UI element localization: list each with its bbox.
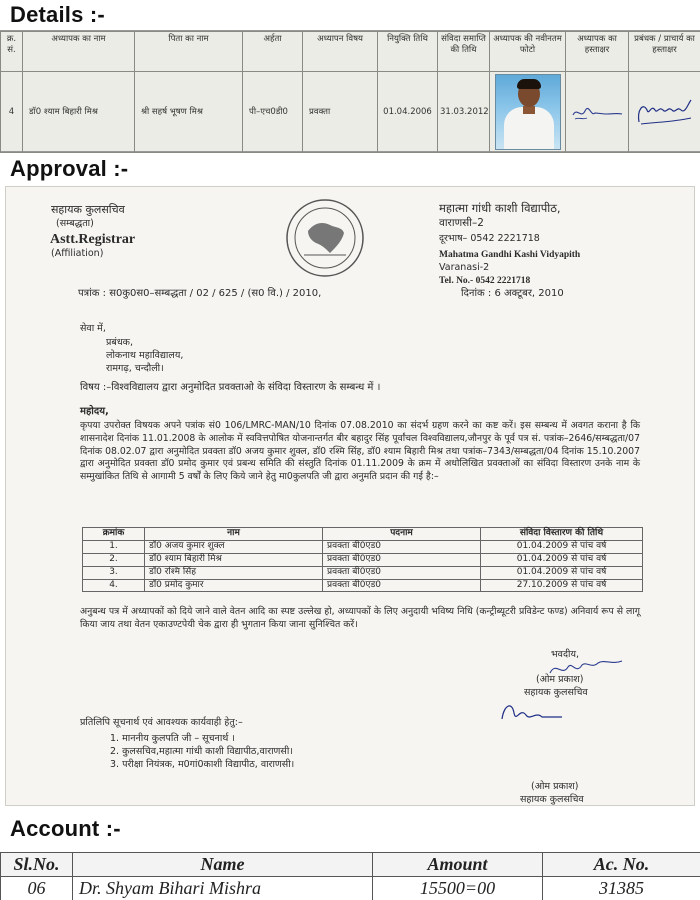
teacher-name: डॉ0 प्रमोद कुमार bbox=[145, 579, 323, 592]
letter-salutation: महोदय, bbox=[80, 406, 109, 417]
account-sno: 06 bbox=[1, 877, 73, 900]
col-sno: क्र. सं. bbox=[1, 32, 23, 72]
account-heading: Account :- bbox=[10, 816, 121, 841]
teacher-sno: 2. bbox=[83, 553, 145, 566]
teacher-date: 27.10.2009 से पांच वर्ष bbox=[481, 579, 643, 592]
letterhead-sub-en: (Affiliation) bbox=[51, 248, 104, 259]
table-row bbox=[83, 579, 643, 592]
letter-para-2: अनुबन्ध पत्र में अध्यापकों को दिये जाने वाले वेतन आदि का स्पष्ट उल्लेख हो, अध्यापकों के लिए अनुदायी भविष्य निधि (कन्ट्रीब्यूटरी प्रविडेन्ट फण्ड) अनिवार्य रूप से लागू किया जाय तथा वेतन एकाउण्टपेयी चेक द्वारा ही भुगतान किया जाना सुनिश्चित करें। bbox=[80, 606, 640, 631]
teachers-header-row bbox=[83, 528, 643, 541]
copy-heading: प्रतिलिपि सूचनार्थ एवं आवश्यक कार्यवाही हेतु:– bbox=[80, 717, 243, 728]
cell-qualification: पी–एच0डी0 bbox=[243, 72, 303, 153]
approval-letter bbox=[5, 186, 695, 806]
details-heading: Details :- bbox=[10, 2, 105, 27]
col-qualification: अर्हता bbox=[243, 32, 303, 72]
teachers-col-sno: क्रमांक bbox=[83, 528, 145, 541]
table-row bbox=[83, 553, 643, 566]
copy-item-2: 2. कुलसचिव,महात्मा गांधी काशी विद्यापीठ,वाराणसी। bbox=[110, 746, 293, 757]
letterhead-title-hi: सहायक कुलसचिव bbox=[51, 203, 125, 216]
col-manager-signature: प्रबंधक / प्राचार्य का हस्ताक्षर bbox=[629, 32, 700, 72]
table-row bbox=[83, 566, 643, 579]
teacher-sno: 4. bbox=[83, 579, 145, 592]
details-table-container bbox=[0, 30, 700, 152]
letterhead-univ-en: Mahatma Gandhi Kashi Vidyapith bbox=[439, 250, 581, 260]
signer-title: सहायक कुलसचिव bbox=[524, 687, 588, 698]
university-seal-icon bbox=[284, 197, 366, 279]
table-row bbox=[83, 540, 643, 553]
teacher-post: प्रवक्ता बी0एड0 bbox=[323, 540, 481, 553]
signer2-name: (ओम प्रकाश) bbox=[531, 781, 579, 792]
col-contract-end: संविदा समाप्ति की तिथि bbox=[438, 32, 490, 72]
teacher-post: प्रवक्ता बी0एड0 bbox=[323, 553, 481, 566]
letter-reference: पत्रांक : स0कु0स0–सम्बद्धता / 02 / 625 / (स0 वि.) / 2010, bbox=[78, 288, 322, 299]
col-teacher-signature: अध्यापक का हस्ताक्षर bbox=[566, 32, 629, 72]
teacher-signature-mark bbox=[569, 97, 625, 127]
letterhead-sub-hi: (सम्बद्धता) bbox=[56, 218, 94, 229]
teacher-date: 01.04.2009 से पांच वर्ष bbox=[481, 540, 643, 553]
teacher-sno: 3. bbox=[83, 566, 145, 579]
account-acno: 31385 bbox=[543, 877, 700, 900]
letterhead-city-en: Varanasi-2 bbox=[439, 262, 490, 273]
cell-appointment-date: 01.04.2006 bbox=[378, 72, 438, 153]
letterhead-phone-hi: दूरभाष– 0542 2221718 bbox=[439, 233, 540, 244]
col-teacher-name: अध्यापक का नाम bbox=[23, 32, 135, 72]
account-amount: 15500=00 bbox=[373, 877, 543, 900]
details-row bbox=[1, 72, 700, 153]
cell-teacher-name: डॉ0 श्याम बिहारी मिश्र bbox=[23, 72, 135, 153]
teachers-col-date: संविदा विस्तारण की तिथि bbox=[481, 528, 643, 541]
col-photo: अध्यापक की नवीनतम फोटो bbox=[490, 32, 566, 72]
teacher-sno: 1. bbox=[83, 540, 145, 553]
signer2-title: सहायक कुलसचिव bbox=[520, 794, 584, 805]
manager-signature-mark bbox=[633, 92, 697, 132]
address-line-4: रामगढ़, चन्दौली। bbox=[106, 363, 164, 374]
teacher-name: डॉ0 श्याम बिहारी मिश्र bbox=[145, 553, 323, 566]
account-col-acno: Ac. No. bbox=[543, 853, 700, 877]
col-subject: अध्यापन विषय bbox=[303, 32, 378, 72]
letterhead-title-en: Astt.Registrar bbox=[50, 232, 136, 247]
cell-photo bbox=[490, 72, 566, 153]
col-father-name: पिता का नाम bbox=[135, 32, 243, 72]
cell-manager-signature bbox=[629, 72, 700, 153]
account-col-amount: Amount bbox=[373, 853, 543, 877]
copy-signature-mark bbox=[496, 697, 566, 731]
account-col-name: Name bbox=[73, 853, 373, 877]
account-header-row bbox=[1, 853, 700, 877]
address-line-1: सेवा में, bbox=[80, 323, 106, 334]
signer-name: (ओम प्रकाश) bbox=[536, 674, 584, 685]
teachers-table bbox=[82, 527, 643, 592]
approval-heading: Approval :- bbox=[10, 156, 129, 181]
letterhead-univ-hi: महात्मा गांधी काशी विद्यापीठ, bbox=[439, 201, 561, 215]
cell-contract-end: 31.03.2012 bbox=[438, 72, 490, 153]
cell-sno: 4 bbox=[1, 72, 23, 153]
teacher-date: 01.04.2009 से पांच वर्ष bbox=[481, 566, 643, 579]
teachers-col-name: नाम bbox=[145, 528, 323, 541]
details-table bbox=[0, 31, 700, 153]
copy-item-1: 1. माननीय कुलपति जी – सूचनार्थ । bbox=[110, 733, 235, 744]
address-line-3: लोकनाथ महाविद्यालय, bbox=[106, 350, 184, 361]
letter-body: कृपया उपरोक्त विषयक अपने पत्रांक सं0 106/LMRC-MAN/10 दिनांक 07.08.2010 का संदर्भ ग्रहण करने का कष्ट करें। इस सम्बन्ध में अवगत कराना है कि शासनादेश दिनांक 11.01.2008 के आलोक में स्ववित्तपोषित योजनान्तर्गत बीर बहादुर सिंह पूर्वांचल विश्वविद्यालय,जौनपुर के पूर्व पत्र सं. पत्रांक–2646/सम्बद्धता/07 दिनांक 08.02.07 द्वारा अनुमोदित प्रवक्ता डॉ0 अजय कुमार शुक्ल, डॉ0 रश्मि सिंह, डॉ0 श्याम बिहारी मिश्र तथा पत्रांक–7343/सम्बद्धता/04 दिनांक 15.10.2007 द्वारा अनुमोदित प्रवक्ता डॉ0 प्रमोद कुमार एवं प्रबन्ध समिति की संस्तुति दिनांक 01.11.2009 के क्रम में अधोलिखित प्रवक्ताओं का संविदा विस्तारण उनके नाम के सम्मुखांकित तिथि से आगामी 5 वर्षों के लिए किये जाने हेतु मा0कुलपति जी द्वारा अनुमति प्रदान की गई है:– bbox=[80, 420, 640, 483]
letter-subject: विषय :–विश्वविद्यालय द्वारा अनुमोदित प्रवक्ताओ के संविदा विस्तारण के सम्बन्ध में । bbox=[80, 382, 381, 393]
account-table bbox=[0, 852, 700, 900]
cell-teacher-signature bbox=[566, 72, 629, 153]
col-appointment-date: नियुक्ति तिथि bbox=[378, 32, 438, 72]
address-line-2: प्रबंधक, bbox=[106, 337, 133, 348]
letter-date: दिनांक : 6 अक्टूबर, 2010 bbox=[461, 288, 564, 299]
details-header-row bbox=[1, 32, 700, 72]
table-row bbox=[1, 877, 700, 900]
teacher-post: प्रवक्ता बी0एड0 bbox=[323, 579, 481, 592]
teacher-name: डॉ0 अजय कुमार शुक्ल bbox=[145, 540, 323, 553]
teacher-post: प्रवक्ता बी0एड0 bbox=[323, 566, 481, 579]
teacher-photo bbox=[495, 74, 561, 150]
letter-closing: भवदीय, bbox=[551, 649, 579, 660]
account-name: Dr. Shyam Bihari Mishra bbox=[73, 877, 373, 900]
teacher-date: 01.04.2009 से पांच वर्ष bbox=[481, 553, 643, 566]
teacher-name: डॉ0 रश्मि सिंह bbox=[145, 566, 323, 579]
cell-subject: प्रवक्ता bbox=[303, 72, 378, 153]
account-col-sno: Sl.No. bbox=[1, 853, 73, 877]
cell-father-name: श्री सहर्ष भूषण मिश्र bbox=[135, 72, 243, 153]
teachers-col-post: पदनाम bbox=[323, 528, 481, 541]
letterhead-phone-en: Tel. No.- 0542 2221718 bbox=[439, 276, 531, 286]
copy-item-3: 3. परीक्षा नियंत्रक, म0गां0काशी विद्यापीठ, वाराणसी। bbox=[110, 759, 295, 770]
letterhead-city-hi: वाराणसी–2 bbox=[439, 217, 484, 229]
